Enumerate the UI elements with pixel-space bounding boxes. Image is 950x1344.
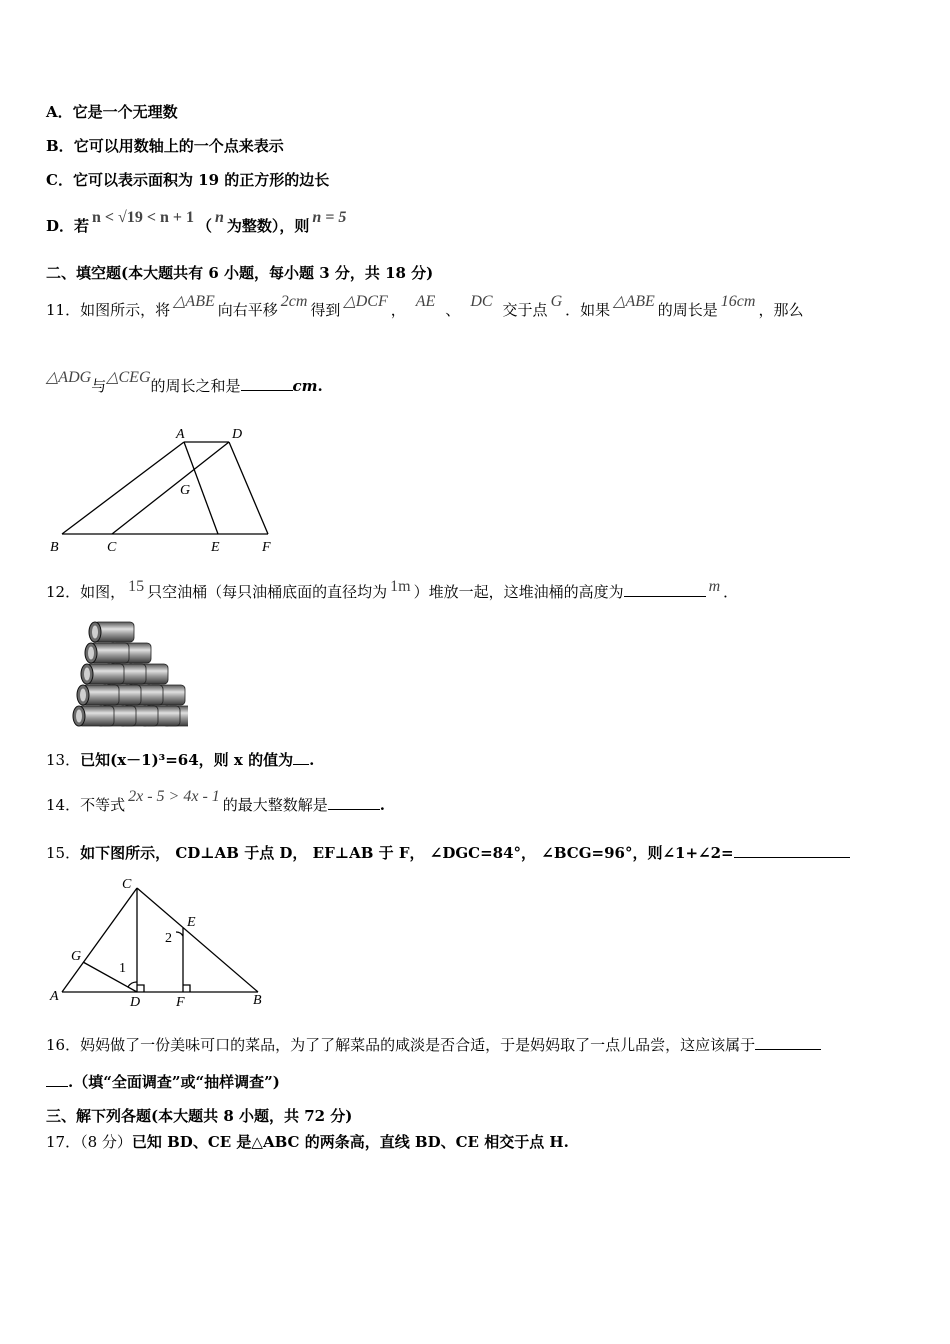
question-14 [46,788,386,816]
answer-blank [734,843,850,858]
barrel-rim [84,668,90,681]
question-17 [46,1132,569,1152]
option-letter: C． [46,171,73,189]
answer-blank [293,750,309,765]
answer-blank [755,1035,821,1050]
q11-text: 与 [91,377,107,395]
section-2-title: 二、填空题(本大题共有 6 小题，每小题 3 分，共 18 分) [46,264,434,282]
q11-unit: cm [292,377,318,395]
label-angle-1: 1 [119,961,126,976]
q13-end: . [309,751,315,769]
option-text: 它是一个无理数 [72,103,178,121]
q12-text: 如图， [80,583,126,601]
q11-end: . [317,377,323,395]
question-13 [46,750,314,770]
q11-text: ，那么 [758,301,804,319]
option-letter: B． [46,137,74,155]
q11-text: 得到 [310,301,341,319]
q11-text: 向右平移 [217,301,278,319]
angle-1-arc [128,982,137,987]
label-f: F [262,540,271,555]
segment-cb [137,888,258,992]
q12-math: 15 [128,578,145,595]
label-angle-2: 2 [165,931,172,946]
question-number: 14． [46,796,81,814]
inequality-math: n < √19 < n + 1 [92,209,194,226]
q11-text: 的周长之和是 [150,377,241,395]
q15-text: 如下图所示， CD⊥AB 于点 D， EF⊥AB 于 F， ∠DGC=84°， ∠BCG=96°，则∠1+∠2= [80,844,734,862]
option-letter: A． [46,103,73,121]
answer-blank [46,1072,68,1087]
barrel-rim [80,689,86,702]
label-g: G [71,949,82,964]
question-11-line1 [46,293,804,321]
q13-text: 已知(x－1)³=64，则 x 的值为 [80,751,294,769]
label-b: B [50,540,59,555]
q11-math: DC [470,293,493,310]
barrel-rim [92,626,98,639]
option-letter: D． [46,217,75,235]
segment-dc [112,442,229,534]
question-number: 15． [46,844,81,862]
section-3-title: 三、解下列各题(本大题共 8 小题，共 72 分) [46,1107,353,1125]
q16-end: .（填“全面调查”或“抽样调查”) [68,1073,280,1091]
question-16-line2 [46,1072,280,1092]
answer-blank [624,582,706,597]
barrel-rim [88,647,94,660]
q11-math: △DCF [343,293,388,310]
label-b: B [253,993,262,1008]
q11-text: 交于点 [502,301,548,319]
result-math: n = 5 [312,209,347,226]
q11-math: △ABE [613,293,655,310]
q16-text: 妈妈做了一份美味可口的菜品，为了了解菜品的咸淡是否合适，于是妈妈取了一点儿品尝，这应该属于 [80,1036,756,1054]
label-e: E [187,915,196,930]
perpendicular-figure [46,874,276,1010]
option-b [46,136,284,156]
question-15 [46,843,850,863]
q17-text: 已知 BD、CE 是△ABC 的两条高，直线 BD、CE 相交于点 H. [131,1133,569,1151]
q12-math: 1m [390,578,411,595]
segment-ba [62,442,184,534]
question-number: 17． [46,1133,81,1151]
angle-2-arc [176,932,183,936]
question-12 [46,578,739,603]
label-d: D [130,995,141,1010]
option-prefix: 若 [74,217,90,235]
option-a [46,102,178,122]
question-11-line2 [46,369,323,397]
q11-text: ， [390,301,406,319]
q11-math: △ADG [46,369,92,386]
n-math: n [214,209,224,226]
barrel-rim [76,710,82,723]
question-number: 13． [46,751,81,769]
option-text: 它可以用数轴上的一个点来表示 [73,137,284,155]
option-text: 它可以表示面积为 19 的正方形的边长 [72,171,330,189]
label-d: D [232,427,243,442]
q12-unit: m [708,578,721,595]
q11-math: G [550,293,563,310]
q11-math: △CEG [106,369,151,386]
question-number: 11． [46,301,81,319]
label-c: C [107,540,117,555]
segment-ac [62,888,137,992]
q14-end: . [379,796,386,814]
q14-text: 的最大整数解是 [222,796,328,814]
label-a: A [176,427,185,442]
question-number: 16． [46,1036,81,1054]
q12-end: ． [723,583,739,601]
q14-text: 不等式 [80,796,126,814]
translation-figure [46,424,286,564]
answer-blank [328,795,380,810]
q14-math: 2x - 5 > 4x - 1 [128,788,220,805]
label-c: C [122,877,132,892]
q11-math: △ABE [173,293,215,310]
label-g: G [180,483,191,498]
segment-gd [83,962,137,992]
label-a: A [50,989,59,1004]
q11-text: ．如果 [565,301,611,319]
paren-open: （ [196,217,212,235]
q11-text: 、 [445,301,461,319]
segment-df [229,442,268,534]
right-angle-d [137,985,144,992]
q11-math: AE [415,293,436,310]
option-c [46,170,329,190]
answer-blank [241,376,293,391]
option-note: 为整数），则 [226,217,310,235]
label-f: F [176,995,185,1010]
option-d [46,209,349,237]
right-angle-f [183,985,190,992]
label-e: E [211,540,220,555]
q11-math: 2cm [280,293,308,310]
question-number: 12． [46,583,81,601]
q11-math: 16cm [720,293,756,310]
q12-text: 只空油桶（每只油桶底面的直径均为 [147,583,388,601]
oil-barrel-stack-image [64,618,188,734]
q11-text: 的周长是 [657,301,718,319]
q11-text: 如图所示，将 [80,301,171,319]
q17-score: （8 分） [80,1133,132,1151]
question-16-line1 [46,1035,821,1055]
q12-text: ）堆放一起，这堆油桶的高度为 [413,583,624,601]
